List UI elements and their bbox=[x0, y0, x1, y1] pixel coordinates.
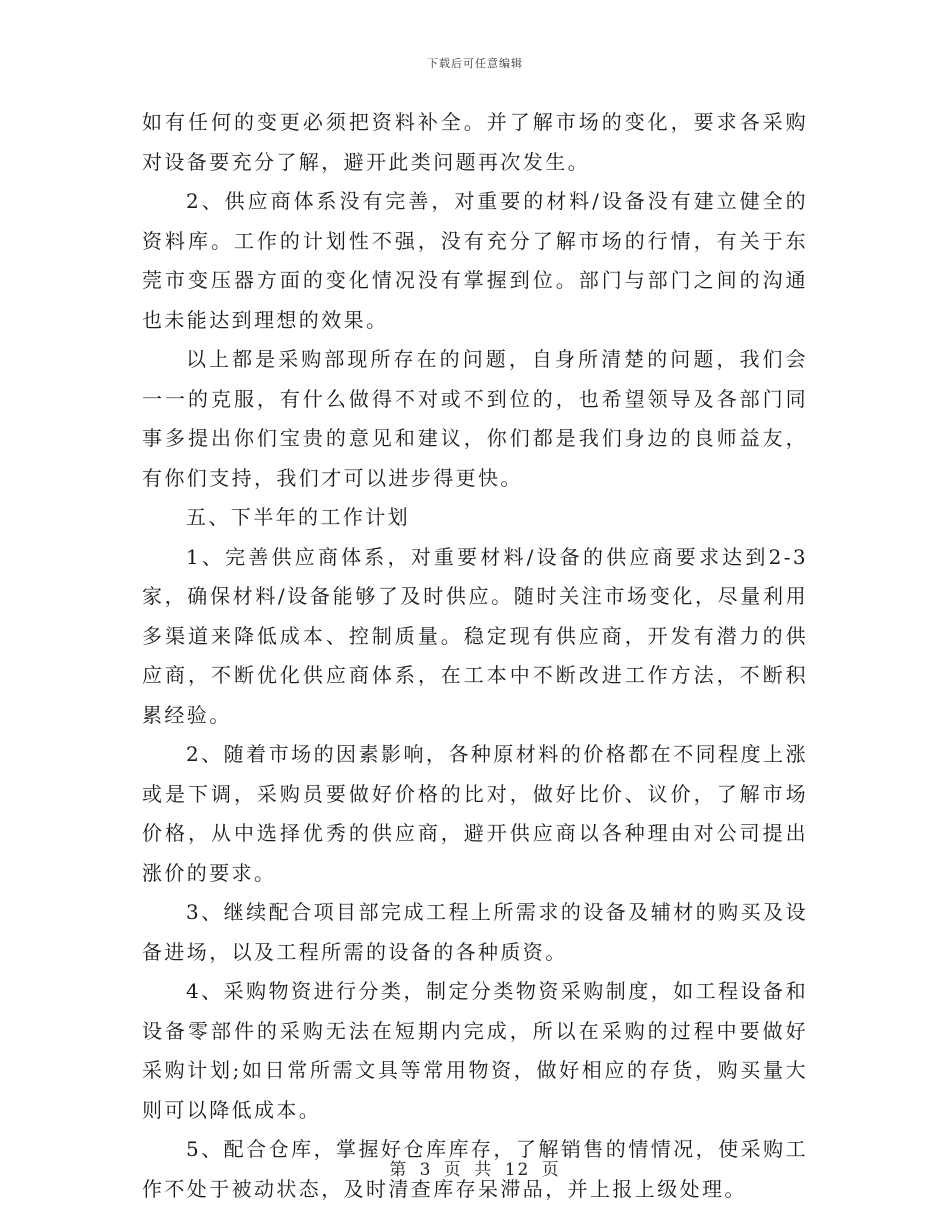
paragraph: 3、继续配合项目部完成工程上所需求的设备及辅材的购买及设备进场，以及工程所需的设备的各种质资。 bbox=[142, 900, 808, 964]
paragraph: 5、配合仓库，掌握好仓库库存，了解销售的情情况，使采购工作不处于被动状态，及时清查库存呆滞品，并上报上级处理。 bbox=[142, 1137, 808, 1201]
paragraph: 以上都是采购部现所存在的问题，自身所清楚的问题，我们会一一的克服，有什么做得不对或不到位的，也希望领导及各部门同事多提出你们宝贵的意见和建议，你们都是我们身边的良师益友，有你们支持，我们才可以进步得更快。 bbox=[142, 347, 808, 490]
header-note: 下载后可任意编辑 bbox=[427, 57, 523, 70]
paragraph: 如有任何的变更必须把资料补全。并了解市场的变化，要求各采购对设备要充分了解，避开此类问题再次发生。 bbox=[142, 110, 808, 174]
paragraph: 2、随着市场的因素影响，各种原材料的价格都在不同程度上涨或是下调，采购员要做好价格的比对，做好比价、议价，了解市场价格，从中选择优秀的供应商，避开供应商以各种理由对公司提出涨价的要求。 bbox=[142, 742, 808, 885]
paragraph: 4、采购物资进行分类，制定分类物资采购制度，如工程设备和设备零部件的采购无法在短期内完成，所以在采购的过程中要做好采购计划;如日常所需文具等常用物资，做好相应的存货，购买量大则可以降低成本。 bbox=[142, 979, 808, 1122]
paragraph: 2、供应商体系没有完善，对重要的材料/设备没有建立健全的资料库。工作的计划性不强，没有充分了解市场的行情，有关于东莞市变压器方面的变化情况没有掌握到位。部门与部门之间的沟通也未能达到理想的效果。 bbox=[142, 189, 808, 332]
section-heading: 五、下半年的工作计划 bbox=[186, 505, 410, 529]
document-body bbox=[142, 103, 808, 1209]
page-indicator: 第 3 页 共 12 页 bbox=[389, 1160, 561, 1180]
paragraph: 1、完善供应商体系，对重要材料/设备的供应商要求达到2-3家，确保材料/设备能够了及时供应。随时关注市场变化，尽量利用多渠道来降低成本、控制质量。稳定现有供应商，开发有潜力的供应商，不断优化供应商体系，在工本中不断改进工作方法，不断积累经验。 bbox=[142, 544, 808, 727]
